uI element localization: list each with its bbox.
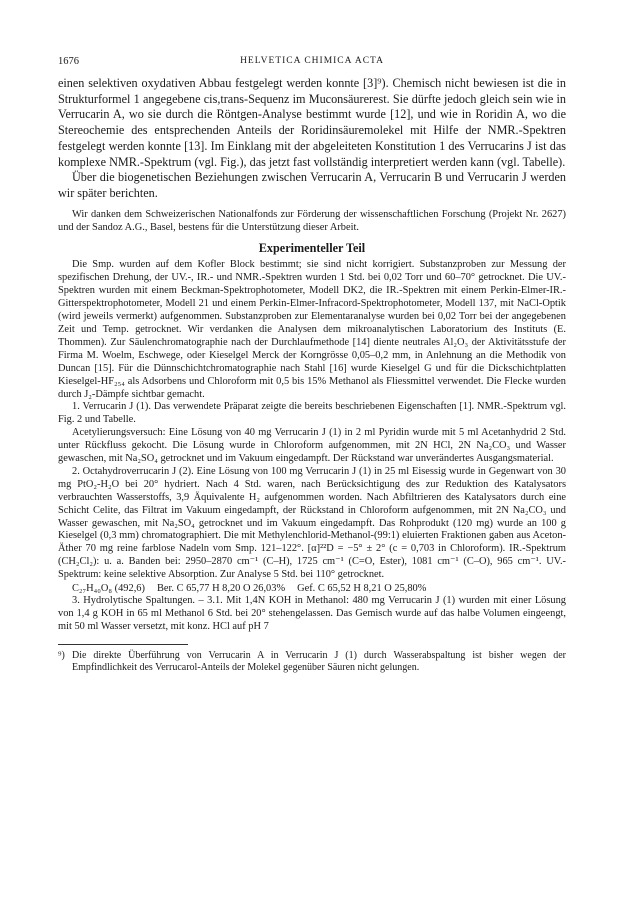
item-paragraph: 1. Verrucarin J (1). Das verwendete Präparat zeigte die bereits beschriebenen Eigenschaften [1]. NMR.-Spektrum vgl. Fig. 2 und Tabelle. [58,401,566,426]
analysis-formula: C₂₇H₄₀O₈ (492,6) [72,583,145,595]
acknowledgement: Wir danken dem Schweizerischen Nationalfonds zur Förderung der wissenschaftlichen Forschung (Projekt Nr. 2627) und der Sandoz A.G., Basel, bestens für die Unterstützung dieser Arbeit. [58,208,566,233]
footnote-mark: ⁹) [58,649,65,661]
footnote-text: Die direkte Überführung von Verrucarin A in Verrucarin J (1) durch Wasserabspaltung ist bisher wegen der Empfindlichkeit des Verrucarol-Anteils der Molekel gegenüber Säuren nicht gelungen. [72,649,566,674]
footnote-rule [58,644,188,645]
section-title: Experimenteller Teil [258,241,366,256]
analysis-calculated: Ber. C 65,77 H 8,20 O 26,03% [156,583,286,595]
experimental-section [58,259,566,633]
page-header [58,56,566,67]
journal-title: HELVETICA CHIMICA ACTA [240,56,384,66]
acetylation-paragraph: Acetylierungsversuch: Eine Lösung von 40 mg Verrucarin J (1) in 2 ml Pyridin wurde mit 5 ml Acetanhydrid 2 Std. unter Rückfluss gekocht. Die Lösung wurde in Chloroform aufgenommen, mit 2N HCl, 2N Na₂CO₃ und Wasser gewaschen, mit Na₂SO₄ getrocknet und im Vakuum eingedampft. Der Rückstand war unverändertes Ausgangsmaterial. [58,427,566,465]
analysis-found: Gef. C 65,52 H 8,21 O 25,80% [297,583,427,595]
elemental-analysis [58,582,566,595]
footnote [58,650,566,675]
intro-paragraph: einen selektiven oxydativen Abbau festgelegt werden konnte [3]⁹). Chemisch nicht bewiesen ist die in Strukturformel 1 angegebene cis,trans-Sequenz im Muconsäurerest. Sie dürfte jedoch gleich sein wie in Verrucarin A, wo sie durch die Röntgen-Analyse bestimmt wurde [12], und wie in Roridin A, wo die Stereochemie des entsprechenden Anteils der Roridinsäuremolekel mit Hilfe der NMR.-Spektren festgelegt werden konnte [13]. Im Einklang mit der abgeleiteten Konstitution 1 des Verrucarins J ist das komplexe NMR.-Spektrum (vgl. Fig.), das jetzt fast vollständig interpretiert werden kann (vgl. Tabelle). [58,76,566,169]
intro-text [58,76,566,202]
page-number: 1676 [58,56,79,67]
intro-paragraph: Über die biogenetischen Beziehungen zwischen Verrucarin A, Verrucarin B und Verrucarin J werden wir später berichten. [58,170,566,200]
general-methods-paragraph: Die Smp. wurden auf dem Kofler Block bestimmt; sie sind nicht korrigiert. Substanzproben zur Messung der spezifischen Drehung, der UV.-, IR.- und NMR.-Spektren wurden 1 Std. bei 0,02 Torr und 60–70° getrocknet. Die UV.-Spektren wurden mit einem Beckman-Spektrophotometer, Modell DK2, die IR.-Spektren mit einem Perkin-Elmer-IR.-Gitterspektrophotometer, Modell 21 und einem Perkin-Elmer-Infracord-Spektrophotometer, Modell 137, mit NaCl-Optik (wird jeweils vermerkt) aufgenommen. Substanzproben zur Elementaranalyse wurden bei 0,02 Torr bei der angegebenen Zeit und Temp. getrocknet. Wir verdanken die Analysen dem mikroanalytischen Laboratorium des Instituts (E. Thommen). Zur Säulenchromatographie nach der Durchlaufmethode [14] diente neutrales Al₂O₃ der Aktivitätsstufe der Firma M. Woelm, Eschwege, oder Kieselgel Merck der Korngrösse 0,05–0,2 mm, in Anlehnung an die Methodik von Duncan [15]. Für die Dünnschichtchromatographie nach Stahl [16] wurde Kieselgel G und für die Dickschichtplatten Kieselgel-HF₂₅₄ als Adsorbens und Chloroform mit 0,5 bis 15% Methanol als Fliessmittel verwendet. Die Flecke wurden durch J₂-Dämpfe sichtbar gemacht. [58,259,566,400]
journal-page [58,56,566,675]
item-paragraph: 3. Hydrolytische Spaltungen. – 3.1. Mit 1,4N KOH in Methanol: 480 mg Verrucarin J (1) wurden mit einer Lösung von 1,4 g KOH in 65 ml Methanol 6 Std. bei 20° stehengelassen. Das Gemisch wurde auf das halbe Volumen eingeengt, mit 50 ml Wasser versetzt, mit konz. HCl auf pH 7 [58,595,566,632]
item-paragraph: 2. Octahydroverrucarin J (2). Eine Lösung von 100 mg Verrucarin J (1) in 25 ml Eisessig wurde in Gegenwart von 30 mg PtO₂-H₂O bei 20° hydriert. Nach 4 Std. waren, nach Berücksichtigung des zur Reduktion des Katalysators verbrauchten Wasserstoffs, 3,9 Äquivalente H₂ aufgenommen worden. Nach Abfiltrieren des Katalysators durch eine Schicht Celite, das Filtrat im Vakuum eingedampft, der Rückstand in Chloroform aufgenommen, mit 2N Na₂CO₃ und Wasser gewaschen, mit Na₂SO₄ getrocknet und im Vakuum eingedampft. Das Rohprodukt (120 mg) wurde an 100 g Kieselgel (0,3 mm) chromatographiert. Die mit Methylenchlorid-Methanol-(99:1) eluierten Fraktionen gaben aus Aceton-Äther 70 mg reine farblose Nadeln vom Smp. 121–122°. [α]²²D = −5° ± 2° (c = 0,703 in Chloroform). IR.-Spektrum (CH₂Cl₂): u. a. Banden bei: 2950–2870 cm⁻¹ (C–H), 1725 cm⁻¹ (C=O, Ester), 1081 cm⁻¹ (C–O), 965 cm⁻¹. UV.-Spektrum: keine selektive Absorption. Zur Analyse 5 Std. bei 110° getrocknet. [58,465,566,581]
